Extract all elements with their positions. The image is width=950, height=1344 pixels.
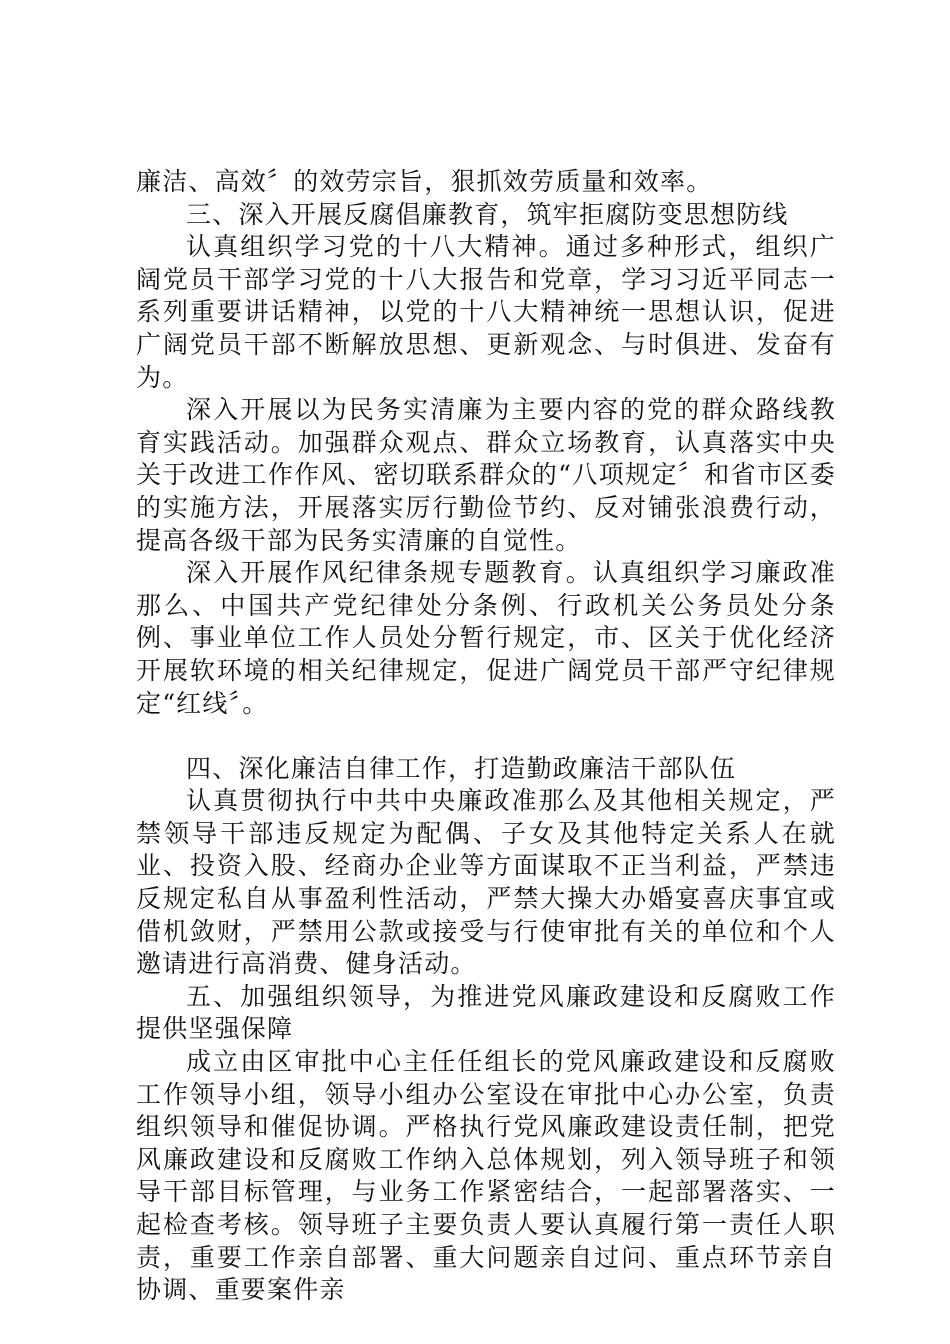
paragraph-discipline-education: 深入开展作风纪律条规专题教育。认真组织学习廉政准那么、中国共产党纪律处分条例、行政机关公务员处分条例、事业单位工作人员处分暂行规定，市、区关于优化经济开展软环境的相关纪律规定，促进广阔党员干部严守纪律规定“红线〞。: [136, 558, 836, 718]
paragraph-study-18th-congress: 认真组织学习党的十八大精神。通过多种形式，组织广阔党员干部学习党的十八大报告和党章，学习习近平同志一系列重要讲话精神，以党的十八大精神统一思想认识，促进广阔党员干部不断解放思想、更新观念、与时俱进、发奋有为。: [136, 232, 836, 392]
section-heading-3: 三、深入开展反腐倡廉教育，筑牢拒腐防变思想防线: [186, 199, 789, 229]
section-heading-4: 四、深化廉洁自律工作，打造勤政廉洁干部队伍: [186, 753, 737, 783]
paragraph-leadership-group: 成立由区审批中心主任任组长的党风廉政建设和反腐败工作领导小组，领导小组办公室设在审批中心办公室，负责组织领导和催促协调。严格执行党风廉政建设责任制，把党风廉政建设和反腐败工作纳入总体规划，列入领导班子和领导干部目标管理，与业务工作紧密结合，一起部署落实、一起检查考核。领导班子主要负责人要认真履行第一责任人职责，重要工作亲自部署、重大问题亲自过问、重点环节亲自协调、重要案件亲: [136, 1047, 836, 1305]
document-body: [136, 166, 836, 1307]
paragraph-gap: [136, 720, 836, 753]
paragraph-integrity-rules: 认真贯彻执行中共中央廉政准那么及其他相关规定，严禁领导干部违反规定为配偶、子女及其他特定关系人在就业、投资入股、经商办企业等方面谋取不正当利益，严禁违反规定私自从事盈利性活动，严禁大操大办婚宴喜庆事宜或借机敛财，严禁用公款或接受与行使审批有关的单位和个人邀请进行高消费、健身活动。: [136, 786, 836, 979]
paragraph-mass-line-education: 深入开展以为民务实清廉为主要内容的党的群众路线教育实践活动。加强群众观点、群众立场教育，认真落实中央关于改进工作作风、密切联系群众的“八项规定〞和省市区委的实施方法，开展落实厉行勤俭节约、反对铺张浪费行动，提高各级干部为民务实清廉的自觉性。: [136, 395, 836, 555]
section-heading-5: 五、加强组织领导，为推进党风廉政建设和反腐败工作提供坚强保障: [136, 981, 836, 1044]
paragraph-continuation: 廉洁、高效〞的效劳宗旨，狠抓效劳质量和效率。: [136, 167, 713, 196]
